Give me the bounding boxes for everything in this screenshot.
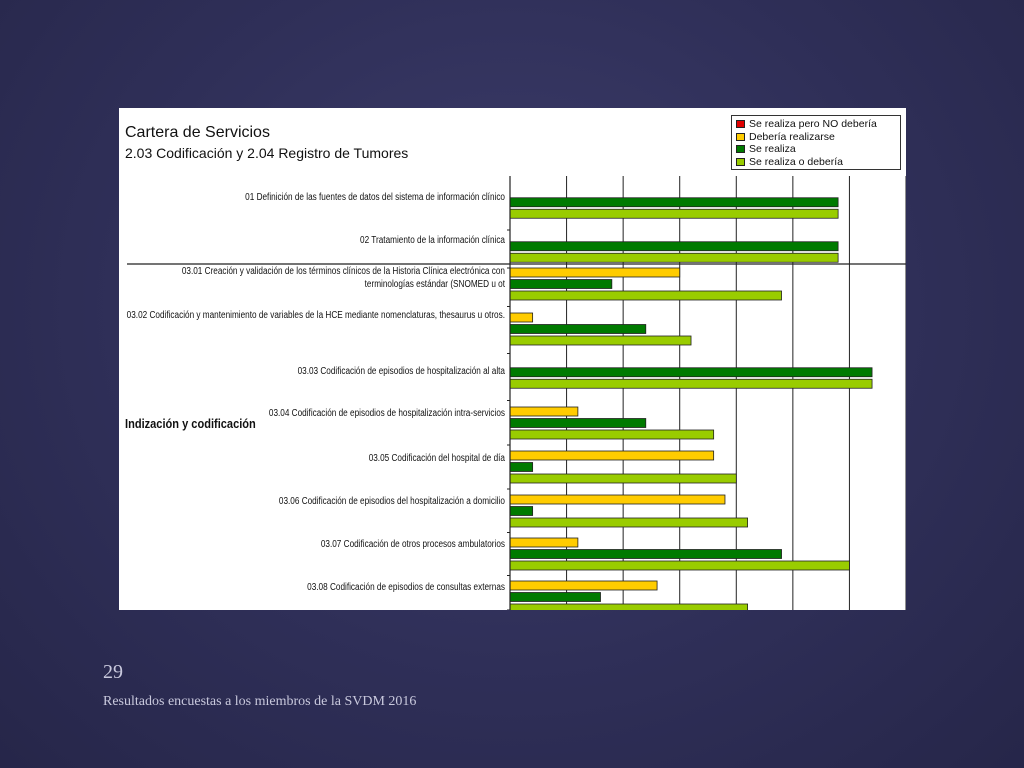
legend-item: [736, 131, 900, 144]
slide-footer: Resultados encuestas a los miembros de la SVDM 2016: [103, 694, 417, 709]
category-label-03-07: 03.07 Codificación de otros procesos ambulatorios: [320, 539, 505, 550]
group-label: [125, 414, 256, 433]
bar-7-series-2: [510, 451, 714, 460]
chart-panel: [119, 108, 906, 610]
category-label-01: 01 Definición de las fuentes de datos del sistema de información clínico: [245, 192, 505, 203]
bar-4-series-3: [510, 325, 646, 334]
category-label-03-05: 03.05 Codificación del hospital de día: [368, 453, 505, 464]
bar-6-series-4: [510, 430, 714, 439]
bar-6-series-2: [510, 407, 578, 416]
legend-label: Debería realizarse: [749, 130, 835, 143]
group-label-text: Indización y codificación: [125, 416, 256, 431]
category-label-03-02: 03.02 Codificación y mantenimiento de variables de la HCE mediante nomenclaturas, thesaurus u otros.: [126, 310, 505, 321]
chart-plot: [119, 108, 906, 610]
bar-1-series-3: [510, 198, 838, 207]
category-label-03-01: 03.01 Creación y validación de los términos clínicos de la Historia Clínica electrónica con terminologías estándar (SNOMED u ot: [181, 266, 505, 290]
bar-8-series-4: [510, 518, 748, 527]
chart-legend: [731, 115, 901, 170]
bar-9-series-4: [510, 561, 849, 570]
category-label-03-04: 03.04 Codificación de episodios de hospitalización intra-servicios: [268, 408, 505, 419]
bar-5-series-3: [510, 368, 872, 377]
bar-9-series-3: [510, 550, 782, 559]
bar-1-series-4: [510, 209, 838, 218]
legend-label: Se realiza: [749, 143, 796, 156]
legend-swatch-dark-green: [736, 145, 745, 153]
bar-2-series-4: [510, 253, 838, 262]
bar-7-series-4: [510, 474, 736, 483]
legend-swatch-red: [736, 120, 745, 128]
legend-label: Se realiza o debería: [749, 155, 843, 168]
category-label-03-08: 03.08 Codificación de episodios de consultas externas: [307, 582, 505, 593]
bar-4-series-2: [510, 313, 533, 322]
chart-subtitle: 2.03 Codificación y 2.04 Registro de Tumores: [125, 145, 409, 161]
legend-item: [736, 118, 900, 131]
category-label-03-03: 03.03 Codificación de episodios de hospitalización al alta: [297, 366, 505, 377]
chart-title: Cartera de Servicios: [125, 124, 270, 141]
legend-item: [736, 143, 900, 156]
legend-swatch-light-green: [736, 158, 745, 166]
bar-7-series-3: [510, 463, 533, 472]
bar-10-series-3: [510, 593, 601, 602]
bar-3-series-3: [510, 280, 612, 289]
bar-8-series-2: [510, 495, 725, 504]
bar-4-series-4: [510, 336, 691, 345]
legend-swatch-yellow: [736, 133, 745, 141]
bar-2-series-3: [510, 242, 838, 251]
bar-5-series-4: [510, 379, 872, 388]
bar-10-series-4: [510, 604, 748, 610]
bar-3-series-2: [510, 268, 680, 277]
category-label-03-06: 03.06 Codificación de episodios del hospitalización a domicilio: [278, 496, 505, 507]
bar-3-series-4: [510, 291, 782, 300]
legend-label: Se realiza pero NO debería: [749, 118, 877, 131]
legend-item: [736, 156, 900, 169]
bar-8-series-3: [510, 507, 533, 516]
bar-10-series-2: [510, 581, 657, 590]
category-label-02: 02 Tratamiento de la información clínica: [360, 235, 505, 246]
bar-9-series-2: [510, 538, 578, 547]
bar-6-series-3: [510, 419, 646, 428]
slide-number: 29: [103, 661, 123, 683]
